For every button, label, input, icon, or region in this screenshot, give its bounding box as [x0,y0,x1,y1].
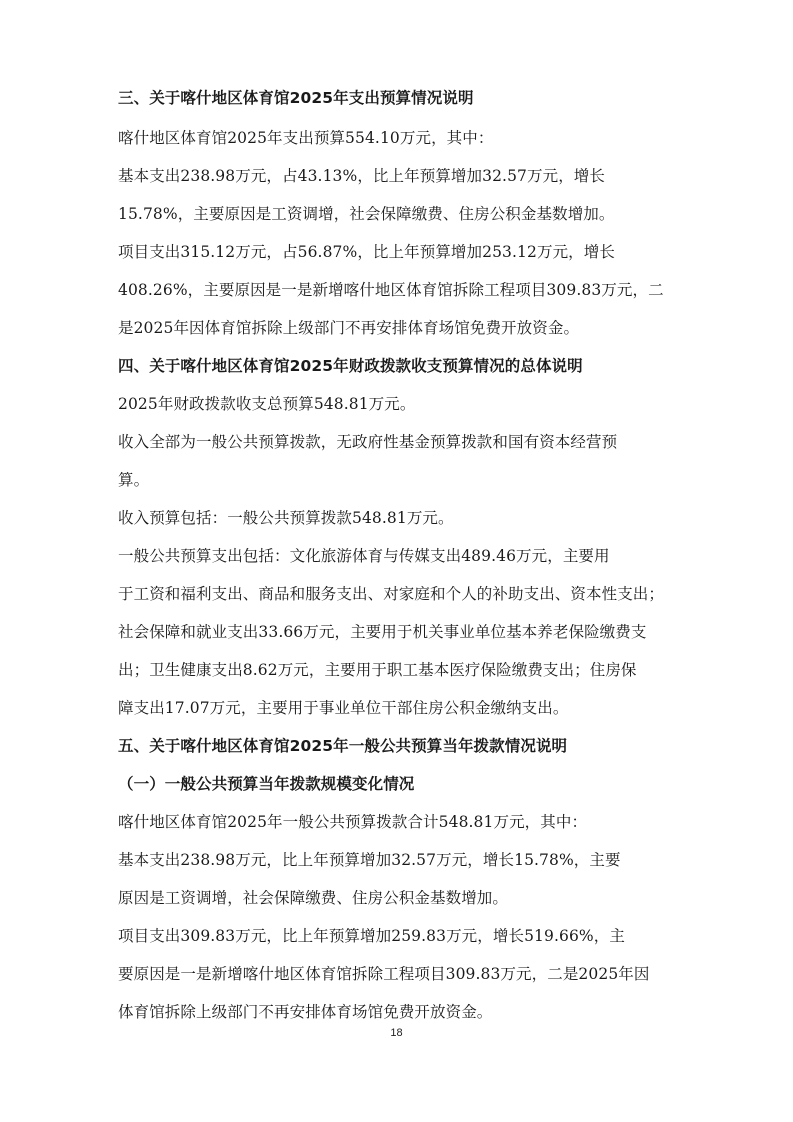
paragraph-line: 15.78%，主要原因是工资调增，社会保障缴费、住房公积金基数增加。 [118,205,615,223]
paragraph-line: 障支出17.07万元，主要用于事业单位干部住房公积金缴纳支出。 [118,699,569,717]
paragraph-line: 2025年财政拨款收支总预算548.81万元。 [118,395,416,413]
paragraph-line: 喀什地区体育馆2025年支出预算554.10万元，其中： [118,129,494,147]
heading-section-5: 五、关于喀什地区体育馆2025年一般公共预算当年拨款情况说明 [118,737,568,755]
paragraph-line: 408.26%，主要原因是一是新增喀什地区体育馆拆除工程项目309.83万元，二 [118,281,664,299]
paragraph-line: 社会保障和就业支出33.66万元，主要用于机关事业单位基本养老保险缴费支 [118,623,647,641]
paragraph-line: 算。 [118,471,150,489]
paragraph-line: 要原因是一是新增喀什地区体育馆拆除工程项目309.83万元，二是2025年因 [118,965,650,983]
paragraph-line: 收入全部为一般公共预算拨款，无政府性基金预算拨款和国有资本经营预 [118,433,618,451]
heading-section-4: 四、关于喀什地区体育馆2025年财政拨款收支预算情况的总体说明 [118,357,583,375]
paragraph-line: 一般公共预算支出包括：文化旅游体育与传媒支出489.46万元，主要用 [118,547,610,565]
paragraph-line: 于工资和福利支出、商品和服务支出、对家庭和个人的补助支出、资本性支出； [118,585,665,603]
paragraph-line: 喀什地区体育馆2025年一般公共预算拨款合计548.81万元，其中： [118,813,588,831]
paragraph-line: 收入预算包括：一般公共预算拨款548.81万元。 [118,509,454,527]
paragraph-line: 体育馆拆除上级部门不再安排体育场馆免费开放资金。 [118,1003,493,1021]
paragraph-line: 项目支出309.83万元，比上年预算增加259.83万元，增长519.66%，主 [118,927,625,945]
paragraph-line: 基本支出238.98万元，比上年预算增加32.57万元，增长15.78%，主要 [118,851,621,869]
paragraph-line: 原因是工资调增，社会保障缴费、住房公积金基数增加。 [118,889,509,907]
paragraph-line: 基本支出238.98万元，占43.13%，比上年预算增加32.57万元，增长 [118,167,606,185]
paragraph-line: 项目支出315.12万元，占56.87%，比上年预算增加253.12万元，增长 [118,243,615,261]
subheading-section-5-1: （一）一般公共预算当年拨款规模变化情况 [118,775,415,793]
paragraph-line: 出；卫生健康支出8.62万元，主要用于职工基本医疗保险缴费支出；住房保 [118,661,637,679]
paragraph-line: 是2025年因体育馆拆除上级部门不再安排体育场馆免费开放资金。 [118,319,580,337]
page-number: 18 [390,1027,403,1039]
heading-section-3: 三、关于喀什地区体育馆2025年支出预算情况说明 [118,89,474,107]
